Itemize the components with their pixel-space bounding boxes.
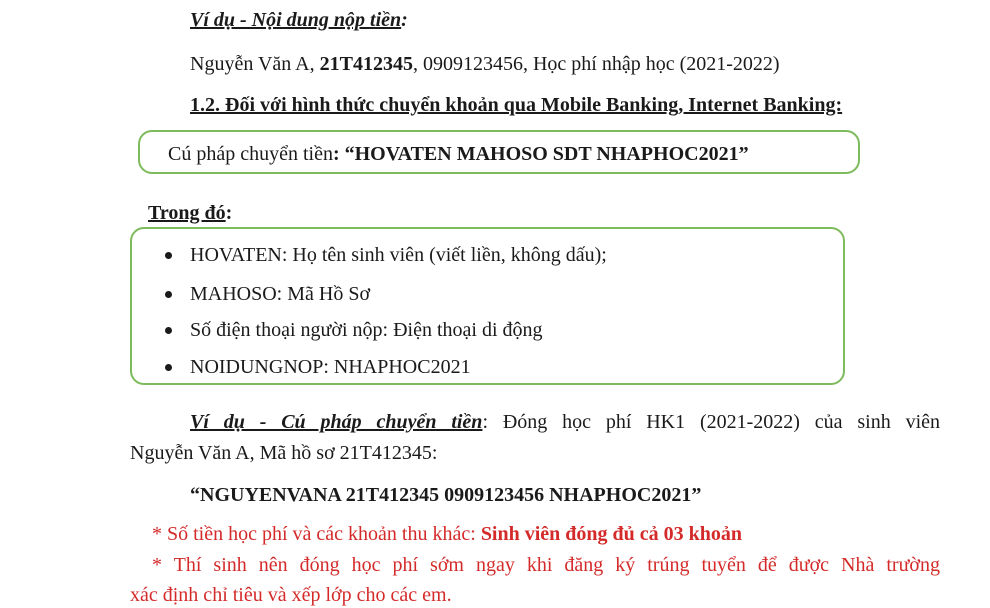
list-item-text: NOIDUNGNOP: NHAPHOC2021 xyxy=(190,356,471,378)
example-syntax-line2: Nguyễn Văn A, Mã hồ sơ 21T412345: xyxy=(130,442,438,464)
note-fees-bold: Sinh viên đóng đủ cả 03 khoản xyxy=(480,523,743,545)
example-payment-code: 21T412345 xyxy=(319,53,413,75)
list-item-text: MAHOSO: Mã Hồ Sơ xyxy=(190,283,371,305)
syntax-label: Cú pháp chuyển tiền xyxy=(168,143,333,165)
list-item-text: Số điện thoại người nộp: Điện thoại di động xyxy=(190,319,543,341)
bullet-icon xyxy=(165,327,172,334)
section-heading: 1.2. Đối với hình thức chuyển khoản qua Mobile Banking, Internet Banking: xyxy=(190,94,843,116)
example-syntax-result: “NGUYENVANA 21T412345 0909123456 NHAPHOC2021” xyxy=(190,484,702,506)
where-colon: : xyxy=(225,202,233,224)
example-payment-heading-row xyxy=(190,8,408,32)
example-payment-line xyxy=(190,52,780,76)
note-fees xyxy=(152,522,742,546)
note-early-line2: xác định chỉ tiêu và xếp lớp cho các em. xyxy=(130,584,452,606)
note-fees-text: * Số tiền học phí và các khoản thu khác: xyxy=(152,523,481,545)
example-payment-rest: , 0909123456, Học phí nhập học (2021-2022) xyxy=(412,53,780,75)
where-heading: Trong đó xyxy=(148,202,226,224)
example-syntax-heading: Ví dụ - Cú pháp chuyển tiền xyxy=(190,411,483,433)
syntax-value: : “HOVATEN MAHOSO SDT NHAPHOC2021” xyxy=(332,143,749,165)
example-payment-name: Nguyễn Văn A, xyxy=(190,53,320,75)
example-payment-heading: Ví dụ - Nội dung nộp tiền xyxy=(190,9,402,31)
where-heading-row xyxy=(148,201,232,225)
example-syntax-line1 xyxy=(190,410,940,434)
note-early-line1: * Thí sinh nên đóng học phí sớm ngay khi đăng ký trúng tuyển để được Nhà trường xyxy=(152,554,940,576)
example-syntax-desc: : Đóng học phí HK1 (2021-2022) của sinh viên xyxy=(482,411,940,433)
bullet-icon xyxy=(165,364,172,371)
bullet-icon xyxy=(165,252,172,259)
example-payment-colon: : xyxy=(401,9,408,31)
bullet-icon xyxy=(165,291,172,298)
list-item-text: HOVATEN: Họ tên sinh viên (viết liền, không dấu); xyxy=(190,244,607,266)
syntax-line xyxy=(168,142,749,166)
